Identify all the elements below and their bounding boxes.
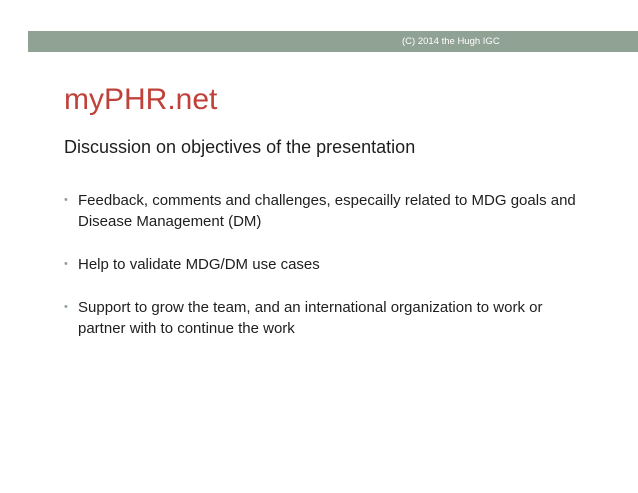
bullet-text: Help to validate MDG/DM use cases xyxy=(78,256,320,273)
bullet-item xyxy=(64,297,584,339)
bullet-item xyxy=(64,254,584,275)
bullet-list xyxy=(64,190,584,339)
bullet-item xyxy=(64,190,584,232)
bullet-icon: • xyxy=(64,194,68,206)
bullet-icon: • xyxy=(64,258,68,270)
bullet-text: Support to grow the team, and an international organization to work or partner with to continue the work xyxy=(78,299,543,337)
header-bar xyxy=(28,31,638,52)
bullet-icon: • xyxy=(64,301,68,313)
bullet-text: Feedback, comments and challenges, especailly related to MDG goals and Disease Management (DM) xyxy=(78,192,576,230)
copyright-notice: (C) 2014 the Hugh IGC xyxy=(402,36,500,47)
slide-subtitle: Discussion on objectives of the presentation xyxy=(64,137,416,157)
slide-title: myPHR.net xyxy=(64,83,218,116)
